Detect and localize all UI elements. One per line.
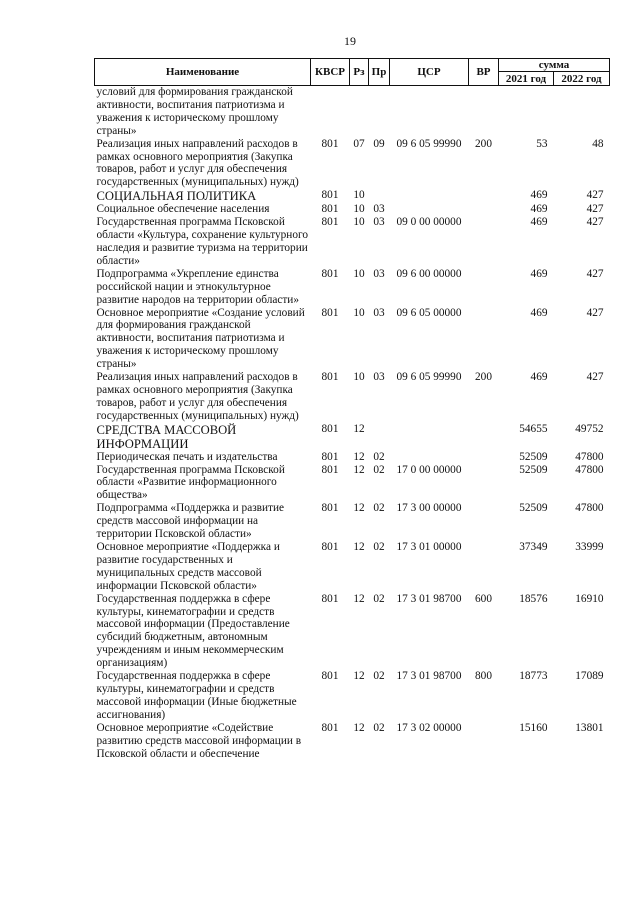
row-csr: 09 0 00 00000	[396, 216, 462, 229]
row-rz: 10	[353, 216, 365, 229]
row-pr	[369, 86, 390, 138]
row-rz: 12	[353, 502, 365, 515]
table-row	[95, 670, 610, 722]
row-amount-2022	[554, 86, 610, 138]
row-vr	[469, 189, 499, 203]
row-pr: 03	[373, 203, 385, 216]
header-year-2022: 2022 год	[554, 72, 610, 86]
header-name: Наименование	[95, 59, 311, 86]
table-row	[95, 138, 610, 190]
row-amount-2022: 49752	[575, 422, 604, 435]
row-rz: 07	[353, 137, 365, 150]
row-amount-2022: 48	[592, 137, 604, 150]
row-amount-2021: 53	[536, 137, 548, 150]
row-vr	[469, 722, 499, 761]
row-rz: 12	[353, 422, 365, 435]
row-kvsr: 801	[321, 422, 339, 435]
header-csr: ЦСР	[390, 59, 469, 86]
row-amount-2021: 18773	[519, 670, 548, 683]
row-kvsr: 801	[321, 267, 339, 280]
row-name: Социальное обеспечение населения	[96, 203, 270, 216]
row-vr	[469, 464, 499, 503]
row-vr	[469, 423, 499, 451]
header-vr: ВР	[469, 59, 499, 86]
row-csr: 09 6 05 00000	[396, 306, 462, 319]
row-csr: 17 3 02 00000	[396, 721, 462, 734]
header-kvsr: КВСР	[311, 59, 350, 86]
row-amount-2022: 427	[586, 371, 604, 384]
row-kvsr: 801	[321, 502, 339, 515]
row-amount-2022: 427	[586, 189, 604, 202]
row-vr: 800	[475, 670, 492, 683]
row-csr: 17 3 00 00000	[396, 502, 462, 515]
row-name: Подпрограмма «Поддержка и развитие средств массовой информации на территории Псковской области»	[96, 502, 285, 541]
row-name: Периодическая печать и издательства	[96, 450, 278, 463]
row-pr: 02	[373, 502, 385, 515]
row-kvsr: 801	[321, 721, 339, 734]
table-row	[95, 541, 610, 593]
row-vr: 600	[475, 592, 492, 605]
row-amount-2021: 469	[530, 189, 548, 202]
row-vr	[469, 216, 499, 268]
row-csr	[390, 86, 469, 138]
row-pr: 02	[373, 592, 385, 605]
row-amount-2021: 469	[530, 267, 548, 280]
row-kvsr: 801	[321, 189, 339, 202]
row-amount-2022: 13801	[575, 721, 604, 734]
row-amount-2021: 52509	[519, 463, 548, 476]
row-rz: 12	[353, 541, 365, 553]
row-vr	[469, 86, 499, 138]
table-row	[95, 189, 610, 203]
row-name: Основное мероприятие «Содействие развитию средств массовой информации в Псковской области и обеспечение	[96, 721, 302, 760]
row-csr: 17 0 00 00000	[396, 463, 462, 476]
row-amount-2021: 54655	[519, 422, 548, 435]
row-kvsr: 801	[321, 541, 339, 553]
row-kvsr: 801	[321, 592, 339, 605]
row-amount-2022: 427	[586, 267, 604, 280]
row-name: Основное мероприятие «Поддержка и развитие государственных и муниципальных средств массовой информации Псковской области»	[96, 541, 280, 592]
row-amount-2021: 52509	[519, 502, 548, 515]
row-amount-2022: 33999	[575, 541, 604, 553]
row-amount-2021: 15160	[519, 721, 548, 734]
row-amount-2022: 17089	[575, 670, 604, 683]
row-amount-2021	[499, 86, 554, 138]
row-vr	[469, 203, 499, 216]
row-name: условий для формирования гражданской активности, воспитания патриотизма и уважения к историческому прошлому страны»	[96, 86, 293, 137]
table-row	[95, 307, 610, 372]
row-amount-2021: 469	[530, 306, 548, 319]
row-csr: 17 3 01 98700	[396, 592, 462, 605]
budget-table-container	[94, 58, 609, 760]
row-pr	[369, 423, 390, 451]
row-rz: 10	[353, 371, 365, 384]
row-vr: 200	[475, 137, 492, 150]
row-rz: 10	[353, 306, 365, 319]
row-csr: 09 6 00 00000	[396, 267, 462, 280]
row-pr: 02	[373, 670, 385, 683]
header-sum: сумма	[499, 59, 610, 72]
row-rz: 12	[353, 721, 365, 734]
row-amount-2022: 427	[586, 203, 604, 216]
row-pr: 02	[373, 450, 385, 463]
row-pr: 02	[373, 541, 385, 553]
table-row	[95, 593, 610, 670]
row-name: СРЕДСТВА МАССОВОЙ ИНФОРМАЦИИ	[96, 422, 237, 451]
row-vr	[469, 307, 499, 372]
row-csr	[390, 423, 469, 451]
row-amount-2021: 469	[530, 371, 548, 384]
row-amount-2022: 47800	[575, 502, 604, 515]
row-name: Государственная поддержка в сфере культуры, кинематографии и средств массовой информации (Иные бюджетные ассигнования)	[96, 670, 297, 721]
table-body	[95, 86, 610, 761]
row-pr: 09	[373, 137, 385, 150]
row-rz: 10	[353, 267, 365, 280]
page-number: 19	[344, 34, 356, 48]
budget-table	[94, 58, 610, 760]
row-name: Подпрограмма «Укрепление единства российской нации и этнокультурное развитие народов на территории области»	[96, 267, 299, 306]
row-kvsr: 801	[321, 137, 339, 150]
table-row	[95, 268, 610, 307]
row-amount-2022: 427	[586, 306, 604, 319]
table-header	[95, 59, 610, 86]
row-amount-2021: 52509	[519, 450, 548, 463]
row-pr: 02	[373, 721, 385, 734]
header-pr: Пр	[369, 59, 390, 86]
row-kvsr: 801	[321, 203, 339, 216]
row-amount-2022: 47800	[575, 463, 604, 476]
row-pr: 03	[373, 267, 385, 280]
row-kvsr: 801	[321, 450, 339, 463]
row-vr	[469, 541, 499, 593]
table-row	[95, 502, 610, 541]
table-row	[95, 371, 610, 423]
row-pr	[369, 189, 390, 203]
table-row	[95, 451, 610, 464]
row-csr: 17 3 01 98700	[396, 670, 462, 683]
row-rz	[350, 86, 369, 138]
row-csr: 09 6 05 99990	[396, 371, 462, 384]
row-pr: 03	[373, 371, 385, 384]
row-rz: 12	[353, 592, 365, 605]
row-amount-2022: 47800	[575, 450, 604, 463]
row-vr: 200	[475, 371, 492, 384]
row-name: Реализация иных направлений расходов в рамках основного мероприятия (Закупка товаров, работ и услуг для обеспечения государственных (муниципальных) нужд)	[96, 371, 299, 422]
row-kvsr: 801	[321, 670, 339, 683]
row-kvsr: 801	[321, 463, 339, 476]
row-name: Основное мероприятие «Создание условий для формирования гражданской активности, воспитания патриотизма и уважения к историческому прошлому страны»	[96, 306, 305, 371]
row-name: Государственная программа Псковской области «Развитие информационного общества»	[96, 463, 285, 502]
row-vr	[469, 502, 499, 541]
table-row	[95, 216, 610, 268]
table-row	[95, 722, 610, 761]
row-csr	[390, 451, 469, 464]
row-pr: 03	[373, 216, 385, 229]
row-amount-2022: 16910	[575, 592, 604, 605]
row-csr	[390, 203, 469, 216]
row-amount-2022: 427	[586, 216, 604, 229]
header-year-2021: 2021 год	[499, 72, 554, 86]
row-rz: 12	[353, 463, 365, 476]
row-kvsr: 801	[321, 306, 339, 319]
row-csr: 17 3 01 00000	[396, 541, 462, 553]
row-name: Государственная программа Псковской области «Культура, сохранение культурного наследия и развитие туризма на территории области»	[96, 216, 308, 267]
header-rz: Рз	[350, 59, 369, 86]
table-row	[95, 203, 610, 216]
row-rz: 10	[353, 189, 365, 202]
row-kvsr	[311, 86, 350, 138]
row-vr	[469, 268, 499, 307]
row-amount-2021: 469	[530, 216, 548, 229]
row-pr: 03	[373, 306, 385, 319]
row-name: Государственная поддержка в сфере культуры, кинематографии и средств массовой информации (Предоставление субсидий бюджетным, автономным учреждениям и иным некоммерческим организациям)	[96, 592, 290, 670]
row-csr: 09 6 05 99990	[396, 137, 462, 150]
row-amount-2021: 469	[530, 203, 548, 216]
row-rz: 12	[353, 670, 365, 683]
row-rz: 10	[353, 203, 365, 216]
row-csr	[390, 189, 469, 203]
row-name: Реализация иных направлений расходов в рамках основного мероприятия (Закупка товаров, работ и услуг для обеспечения государственных (муниципальных) нужд)	[96, 137, 299, 189]
row-pr: 02	[373, 463, 385, 476]
row-name: СОЦИАЛЬНАЯ ПОЛИТИКА	[96, 189, 257, 204]
row-amount-2021: 37349	[519, 541, 548, 553]
row-vr	[469, 451, 499, 464]
table-row	[95, 86, 610, 138]
table-row	[95, 423, 610, 451]
row-kvsr: 801	[321, 371, 339, 384]
row-rz: 12	[353, 450, 365, 463]
row-kvsr: 801	[321, 216, 339, 229]
table-row	[95, 464, 610, 503]
row-amount-2021: 18576	[519, 592, 548, 605]
